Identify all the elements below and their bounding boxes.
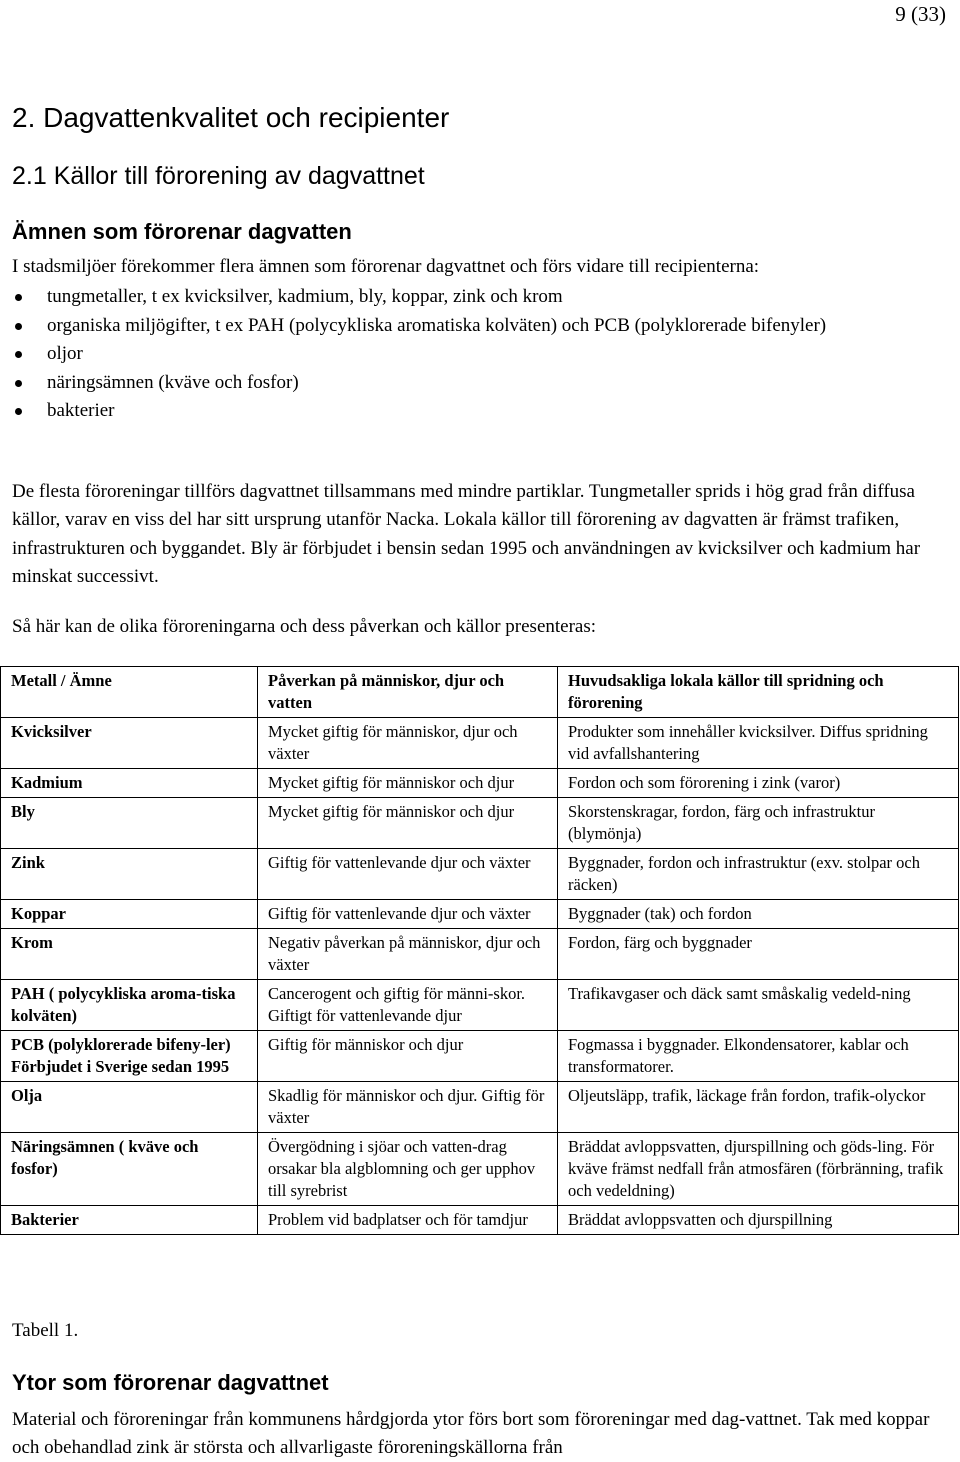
table-cell-impact: Cancerogent och giftig för männi-skor. Giftigt för vattenlevande djur	[258, 980, 558, 1031]
table-row	[1, 718, 959, 769]
table-cell-impact: Negativ påverkan på människor, djur och växter	[258, 929, 558, 980]
table-cell-substance: Näringsämnen ( kväve och fosfor)	[1, 1133, 258, 1206]
table-intro-text: Så här kan de olika föroreningarna och dess påverkan och källor presenteras:	[12, 616, 597, 637]
table-cell-impact: Problem vid badplatser och för tamdjur	[258, 1206, 558, 1235]
subsection-heading: Ämnen som förorenar dagvatten	[12, 219, 352, 244]
table-cell-substance: Krom	[1, 929, 258, 980]
table-cell-substance: Bly	[1, 798, 258, 849]
table-cell-substance: PAH ( polycykliska aroma-tiska kolväten)	[1, 980, 258, 1031]
table-header-cell: Påverkan på människor, djur och vatten	[258, 667, 558, 718]
body-paragraph-surfaces: Material och föroreningar från kommunens hårdgjorda ytor förs bort som föroreningar med dag-vattnet. Tak med koppar och obehandlad zink är största och allvarligaste föroreningskällorna från	[12, 1409, 930, 1458]
table-cell-sources: Byggnader, fordon och infrastruktur (exv. stolpar och räcken)	[558, 849, 959, 900]
table-cell-sources: Produkter som innehåller kvicksilver. Diffus spridning vid avfallshantering	[558, 718, 959, 769]
table-cell-impact: Mycket giftig för människor och djur	[258, 769, 558, 798]
table-cell-substance: Kadmium	[1, 769, 258, 798]
table-cell-impact: Skadlig för människor och djur. Giftig för växter	[258, 1082, 558, 1133]
table-cell-impact: Giftig för vattenlevande djur och växter	[258, 849, 558, 900]
table-row	[1, 1206, 959, 1235]
table-row	[1, 1031, 959, 1082]
list-item: näringsämnen (kväve och fosfor)	[12, 369, 942, 398]
list-item: oljor	[12, 340, 942, 369]
table-cell-sources: Oljeutsläpp, trafik, läckage från fordon, trafik-olyckor	[558, 1082, 959, 1133]
section-heading: 2.1 Källor till förorening av dagvattnet	[12, 162, 425, 190]
table-cell-impact: Mycket giftig för människor och djur	[258, 798, 558, 849]
pollutant-table	[0, 666, 959, 1235]
table-cell-substance: Kvicksilver	[1, 718, 258, 769]
body-paragraph: De flesta föroreningar tillförs dagvattnet tillsammans med mindre partiklar. Tungmetaller sprids i hög grad från diffusa källor, varav en viss del har sitt ursprung utanför Nacka. Lokala källor till förorening av dagvatten är främst trafiken, infrastrukturen och byggandet. Bly är förbjudet i bensin sedan 1995 och användningen av kvicksilver och kadmium har minskat successivt.	[12, 481, 921, 587]
table-row	[1, 798, 959, 849]
table-row	[1, 929, 959, 980]
table-cell-sources: Skorstenskragar, fordon, färg och infrastruktur (blymönja)	[558, 798, 959, 849]
table-row	[1, 900, 959, 929]
intro-text: I stadsmiljöer förekommer flera ämnen som förorenar dagvattnet och förs vidare till recipienterna:	[12, 256, 760, 277]
table-cell-substance: Zink	[1, 849, 258, 900]
table-cell-sources: Bräddat avloppsvatten, djurspillning och göds-ling. För kväve främst nedfall från atmosfären (förbränning, trafik och vedeldning)	[558, 1133, 959, 1206]
table-cell-impact: Övergödning i sjöar och vatten-drag orsakar bla algblomning och ger upphov till syrebrist	[258, 1133, 558, 1206]
table-header-cell: Metall / Ämne	[1, 667, 258, 718]
table-cell-substance: Koppar	[1, 900, 258, 929]
table-cell-sources: Fordon och som förorening i zink (varor)	[558, 769, 959, 798]
table-row	[1, 1082, 959, 1133]
table-row	[1, 849, 959, 900]
table-cell-substance: Olja	[1, 1082, 258, 1133]
page-number: 9 (33)	[895, 2, 946, 26]
table-row	[1, 980, 959, 1031]
list-item: bakterier	[12, 397, 942, 426]
table-cell-substance: PCB (polyklorerade bifeny-ler) Förbjudet i Sverige sedan 1995	[1, 1031, 258, 1082]
table-header-cell: Huvudsakliga lokala källor till spridning och förorening	[558, 667, 959, 718]
table-cell-sources: Fogmassa i byggnader. Elkondensatorer, kablar och transformatorer.	[558, 1031, 959, 1082]
chapter-heading: 2. Dagvattenkvalitet och recipienter	[12, 102, 450, 133]
subsection-heading-surfaces: Ytor som förorenar dagvattnet	[12, 1370, 329, 1395]
list-item: tungmetaller, t ex kvicksilver, kadmium, bly, koppar, zink och krom	[12, 283, 942, 312]
table-row	[1, 1133, 959, 1206]
table-cell-impact: Giftig för människor och djur	[258, 1031, 558, 1082]
table-cell-impact: Mycket giftig för människor, djur och växter	[258, 718, 558, 769]
table-cell-sources: Bräddat avloppsvatten och djurspillning	[558, 1206, 959, 1235]
table-row	[1, 769, 959, 798]
pollutant-list	[12, 283, 942, 426]
table-cell-sources: Fordon, färg och byggnader	[558, 929, 959, 980]
table-cell-sources: Byggnader (tak) och fordon	[558, 900, 959, 929]
table-cell-sources: Trafikavgaser och däck samt småskalig vedeld-ning	[558, 980, 959, 1031]
list-item: organiska miljögifter, t ex PAH (polycykliska aromatiska kolväten) och PCB (polyklorerade bifenyler)	[12, 312, 942, 341]
table-cell-impact: Giftig för vattenlevande djur och växter	[258, 900, 558, 929]
table-cell-substance: Bakterier	[1, 1206, 258, 1235]
table-header-row	[1, 667, 959, 718]
table-caption: Tabell 1.	[12, 1320, 79, 1341]
